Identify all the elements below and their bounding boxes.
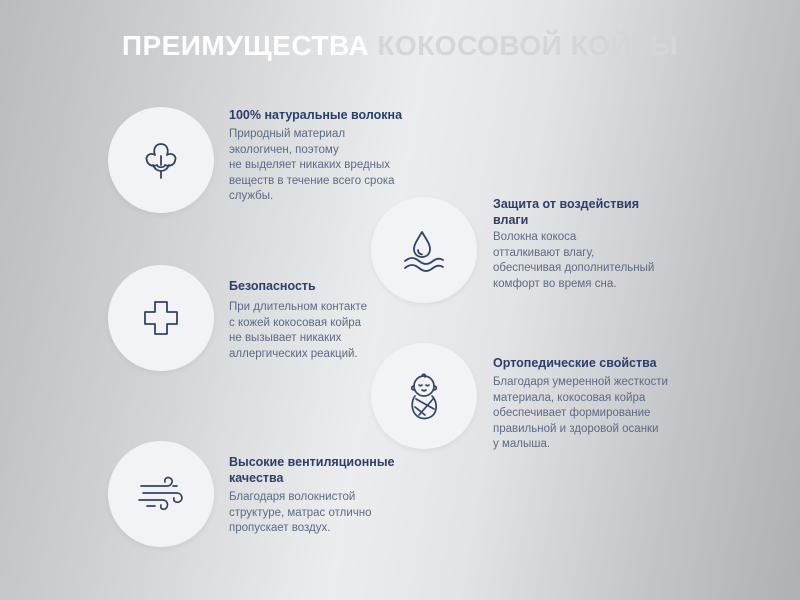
- feature-desc-line: пропускает воздух.: [229, 522, 331, 534]
- medical-cross-icon: [141, 298, 181, 338]
- feature-desc-line: Волокна кокоса: [493, 231, 577, 243]
- feature-title-moisture: [493, 196, 639, 228]
- feature-desc-ventilation: [229, 490, 371, 537]
- feature-desc-line: При длительном контакте: [229, 301, 367, 313]
- feature-title-orthopedic: Ортопедические свойства: [493, 356, 657, 370]
- title-part-2: КОКОСОВОЙ КОЙРЫ: [377, 30, 679, 61]
- feature-desc-line: обеспечивает формирование: [493, 407, 651, 419]
- feature-title-ventilation: [229, 454, 394, 486]
- feature-desc-line: Благодаря умеренной жесткости: [493, 376, 668, 388]
- feature-desc-line: с кожей кокосовая койра: [229, 316, 362, 329]
- feature-desc-line: комфорт во время сна.: [493, 277, 617, 290]
- feature-desc-line: обеспечивая дополнительный: [493, 262, 655, 274]
- wind-icon: [137, 476, 185, 512]
- water-drop-icon: [401, 227, 447, 273]
- feature-desc-line: аллергических реакций.: [229, 347, 358, 360]
- feature-icon-circle-orthopedic: [371, 343, 477, 449]
- feature-title-line: Высокие вентиляционные: [229, 455, 395, 469]
- feature-desc-line: не выделяет никаких вредных: [229, 159, 391, 171]
- feature-title-natural: 100% натуральные волокна: [229, 108, 403, 122]
- feature-desc-line: правильной и здоровой осанки: [493, 422, 659, 435]
- baby-icon: [401, 371, 447, 421]
- feature-icon-circle-safety: [108, 265, 214, 371]
- feature-desc-line: структуре, матрас отлично: [229, 506, 372, 519]
- feature-desc-line: Благодаря волокнистой: [229, 491, 356, 503]
- cotton-icon: [139, 138, 183, 182]
- feature-desc-line: экологичен, поэтому: [229, 143, 339, 156]
- feature-title-line: Защита от воздействия: [493, 197, 639, 211]
- feature-desc-line: не вызывает никаких: [229, 332, 342, 344]
- feature-icon-circle-moisture: [371, 197, 477, 303]
- feature-icon-circle-natural: [108, 107, 214, 213]
- feature-desc-safety: [229, 300, 367, 362]
- feature-title-line: качества: [229, 471, 284, 485]
- feature-desc-line: у малыша.: [493, 438, 551, 450]
- feature-title-line: влаги: [493, 213, 529, 227]
- feature-desc-line: материала, кокосовая койра: [493, 391, 646, 404]
- feature-desc-line: Природный материал: [229, 128, 346, 140]
- feature-desc-natural: [229, 127, 395, 205]
- feature-desc-orthopedic: [493, 375, 668, 453]
- title-part-1: ПРЕИМУЩЕСТВА: [121, 30, 370, 61]
- feature-desc-moisture: [493, 230, 654, 292]
- feature-desc-line: веществ в течение всего срока: [229, 174, 395, 187]
- feature-desc-line: службы.: [229, 190, 274, 202]
- feature-icon-circle-ventilation: [108, 441, 214, 547]
- feature-desc-line: отталкивают влагу,: [493, 246, 595, 259]
- feature-title-safety: Безопасность: [229, 279, 316, 293]
- page-title: [0, 30, 800, 62]
